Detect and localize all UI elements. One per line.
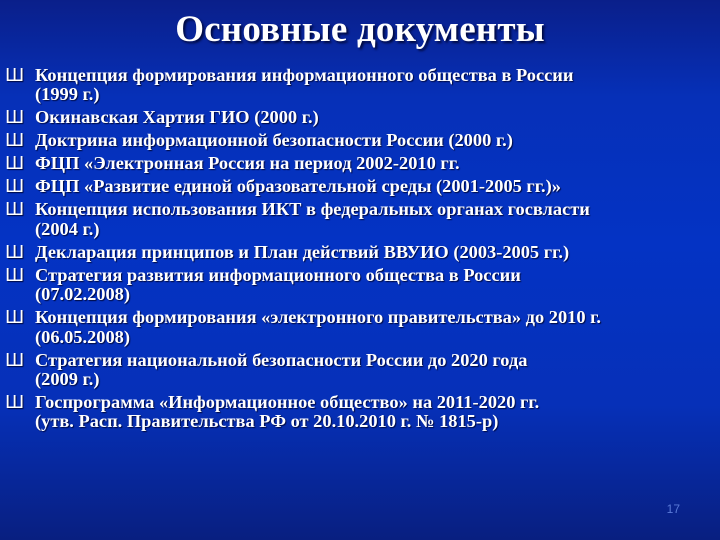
page-number: 17 xyxy=(666,502,680,516)
item-text: ФЦП «Развитие единой образовательной среды (2001-2005 гг.)» xyxy=(35,176,561,197)
item-text: ФЦП «Электронная Россия на период 2002-2010 гг. xyxy=(35,153,460,174)
list-item xyxy=(4,308,718,347)
item-text: Госпрограмма «Информационное общество» на 2011-2020 гг. xyxy=(35,392,540,413)
list-item xyxy=(4,154,718,173)
list-item xyxy=(4,177,718,196)
item-text: (2009 г.) xyxy=(35,369,100,390)
list-item xyxy=(4,200,718,239)
list-item xyxy=(4,243,718,262)
item-text: Концепция формирования «электронного правительства» до 2010 г. xyxy=(35,307,602,328)
item-text: (1999 г.) xyxy=(35,84,100,105)
item-text: (утв. Расп. Правительства РФ от 20.10.2010 г. № 1815-р) xyxy=(35,411,499,432)
bullet-icon: Ш xyxy=(5,153,25,175)
item-text: (2004 г.) xyxy=(35,218,100,239)
bullet-icon: Ш xyxy=(5,392,25,414)
bullet-icon: Ш xyxy=(5,130,25,152)
item-text: Концепция использования ИКТ в федеральных органах госвласти xyxy=(35,199,590,220)
bullet-icon: Ш xyxy=(5,65,25,86)
bullet-icon: Ш xyxy=(5,199,25,221)
bullet-icon: Ш xyxy=(5,349,25,371)
bullet-icon: Ш xyxy=(5,264,25,286)
list-item xyxy=(4,131,718,150)
item-text: (07.02.2008) xyxy=(35,284,131,305)
item-text: Доктрина информационной безопасности России (2000 г.) xyxy=(35,130,513,151)
bullet-icon: Ш xyxy=(5,176,25,198)
item-text: Стратегия развития информационного общества в России xyxy=(35,264,521,285)
slide-title: Основные документы xyxy=(175,9,545,50)
list-item xyxy=(4,351,718,390)
item-text: Концепция формирования информационного общества в России xyxy=(35,65,574,85)
list-item xyxy=(4,66,718,105)
item-text: Декларация принципов и План действий ВВУИО (2003-2005 гг.) xyxy=(35,241,570,262)
bullet-icon: Ш xyxy=(5,307,25,329)
list-item xyxy=(4,266,718,305)
item-text: Стратегия национальной безопасности России до 2020 года xyxy=(35,349,528,370)
bullet-icon: Ш xyxy=(5,107,25,129)
item-text: (06.05.2008) xyxy=(35,326,131,347)
item-text: Окинавская Хартия ГИО (2000 г.) xyxy=(35,107,319,128)
documents-list xyxy=(4,66,718,435)
list-item xyxy=(4,108,718,127)
bullet-icon: Ш xyxy=(5,241,25,263)
list-item xyxy=(4,393,718,432)
